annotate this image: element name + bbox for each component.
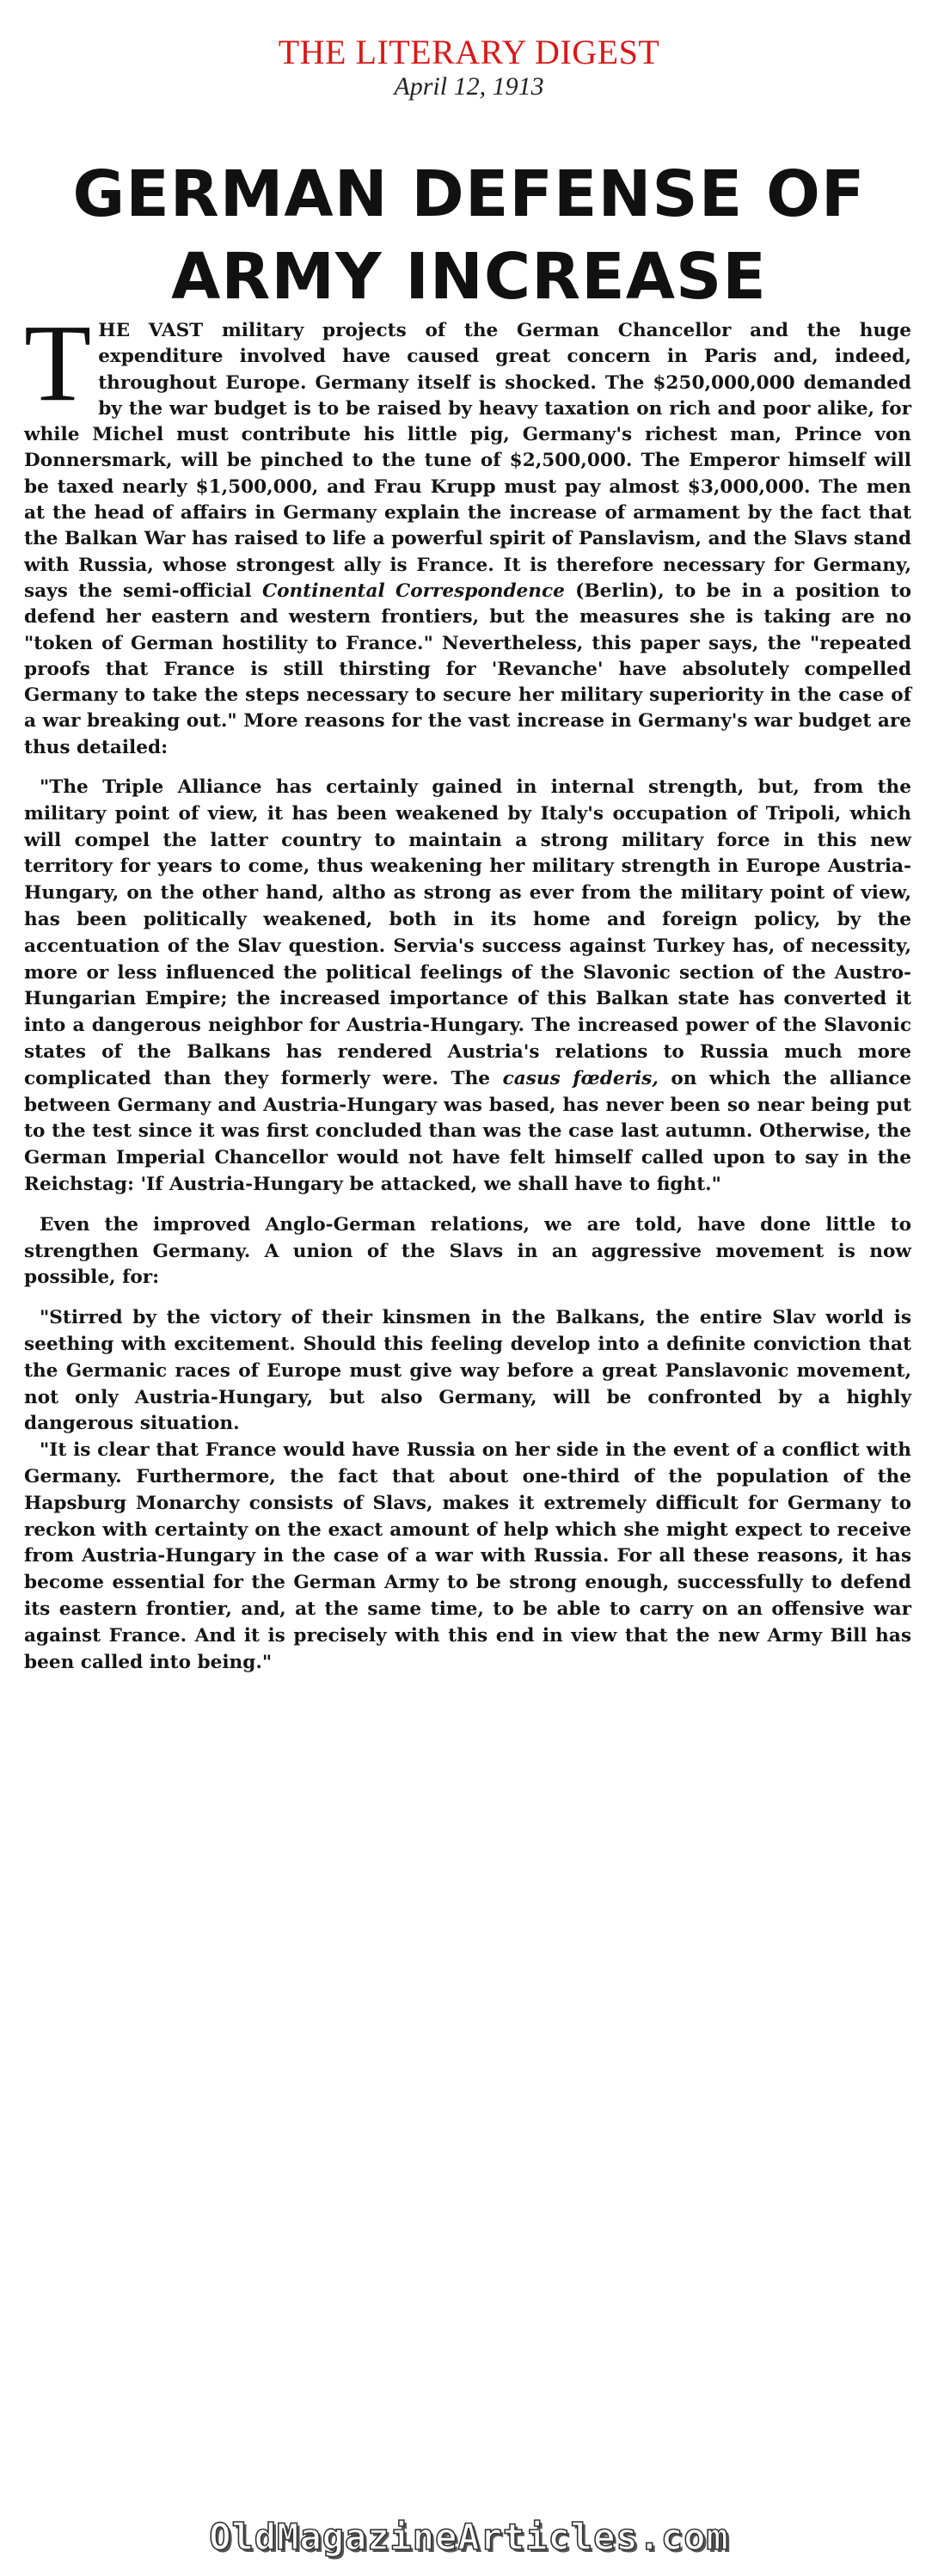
paragraph-anglo-german: Even the improved Anglo-German relations, we are told, have done little to strengthen Germany. A union of the Slavs in an aggressive movement is now possible, for: — [24, 1213, 911, 1289]
lead-italic-source: Continental Correspondence — [261, 580, 565, 602]
quote-france-russia: "It is clear that France would have Russia on her side in the event of a conflict with Germany. Furthermore, the fact that about one-third of the population of the Hapsburg Monarchy consists of Slavs, makes it extremely difficult for Germany to reckon with certainty on the exact amount of help which she might expect to receive from Austria-Hungary in the case of a war with Russia. For all these reasons, it has become essential for the German Army to be strong enough, successfully to defend its eastern frontier, and, at the same time, to be able to carry on an offensive war against France. And it is precisely with this end in view that the new Army Bill has been called into being." — [24, 1439, 911, 1673]
headline-line-1: GERMAN DEFENSE OF — [72, 157, 866, 231]
headline-line-2: ARMY INCREASE — [171, 240, 767, 314]
quote1-italic: casus fœderis, — [502, 1067, 659, 1089]
lead-paragraph — [24, 302, 911, 761]
lead-text: HE VAST military projects of the German Chancellor and the huge expenditure involved have caused great concern in Paris and, indeed, throughout Europe. Germany itself is shocked. The $250,000,000 demanded by the war budget is to be raised by heavy taxation on rich and poor alike, for while Michel must contribute his little pig, Germany's richest man, Prince von Donnersmark, will be pinched to the tune of $2,500,000. The Emperor himself will be taxed nearly $1,500,000, and Frau Krupp must pay almost $3,000,000. The men at the head of affairs in Germany explain the increase of armament by the fact that the Balkan War has raised to life a powerful spirit of Panslavism, and the Slavs stand with Russia, whose strongest ally is France. It is therefore necessary for Germany, says the semi-official — [24, 320, 911, 602]
masthead — [0, 33, 938, 101]
publication-date: April 12, 1913 — [394, 72, 544, 101]
drop-cap: T — [24, 302, 92, 424]
article-headline — [34, 153, 904, 318]
article-body — [24, 302, 911, 1676]
quote1-text-a: "The Triple Alliance has certainly gained in internal strength, but, from the military point of view, it has been weakened by Italy's occupation of Tripoli, which will compel the latter country to maintain a strong military force in this new territory for years to come, thus weakening her military strength in Europe Austria-Hungary, on the other hand, altho as strong as ever from the military point of view, has been politically weakened, both in its home and foreign policy, by the accentuation of the Slav question. Servia's success against Turkey has, of necessity, more or less influenced the political feelings of the Slavonic section of the Austro-Hungarian Empire; the increased importance of this Balkan state has converted it into a dangerous neighbor for Austria-Hungary. The increased power of the Slavonic states of the Balkans has rendered Austria's relations to Russia much more complicated than they formerly were. The — [24, 776, 911, 1089]
site-watermark: OldMagazineArticles.com — [209, 2516, 729, 2558]
quote-slav-world: "Stirred by the victory of their kinsmen in the Balkans, the entire Slav world is seething with excitement. Should this feeling develop into a definite conviction that the Germanic races of Europe must give way before a great Panslavonic movement, not only Austria-Hungary, but also Germany, will be confronted by a highly dangerous situation. — [24, 1307, 911, 1435]
publication-title: THE LITERARY DIGEST — [278, 33, 660, 71]
quote1-text-b: on which the alliance between Germany and Austria-Hungary was based, has never been so near being put to the test since it was first concluded than was the case last autumn. Otherwise, the German Imperial Chancellor would not have felt himself called upon to say in the Reichstag: 'If Austria-Hungary be attacked, we shall have to fight." — [24, 1067, 911, 1195]
lead-text-rest: (Berlin), to be in a position to defend her eastern and western frontiers, but the measures she is taking are no "token of German hostility to France." Nevertheless, this paper says, the "repeated proofs that France is still thirsting for 'Revanche' have absolutely compelled Germany to take the steps necessary to secure her military superiority in the case of a war breaking out." More reasons for the vast increase in Germany's war budget are thus detailed: — [24, 580, 911, 758]
quote-triple-alliance — [24, 775, 911, 1199]
